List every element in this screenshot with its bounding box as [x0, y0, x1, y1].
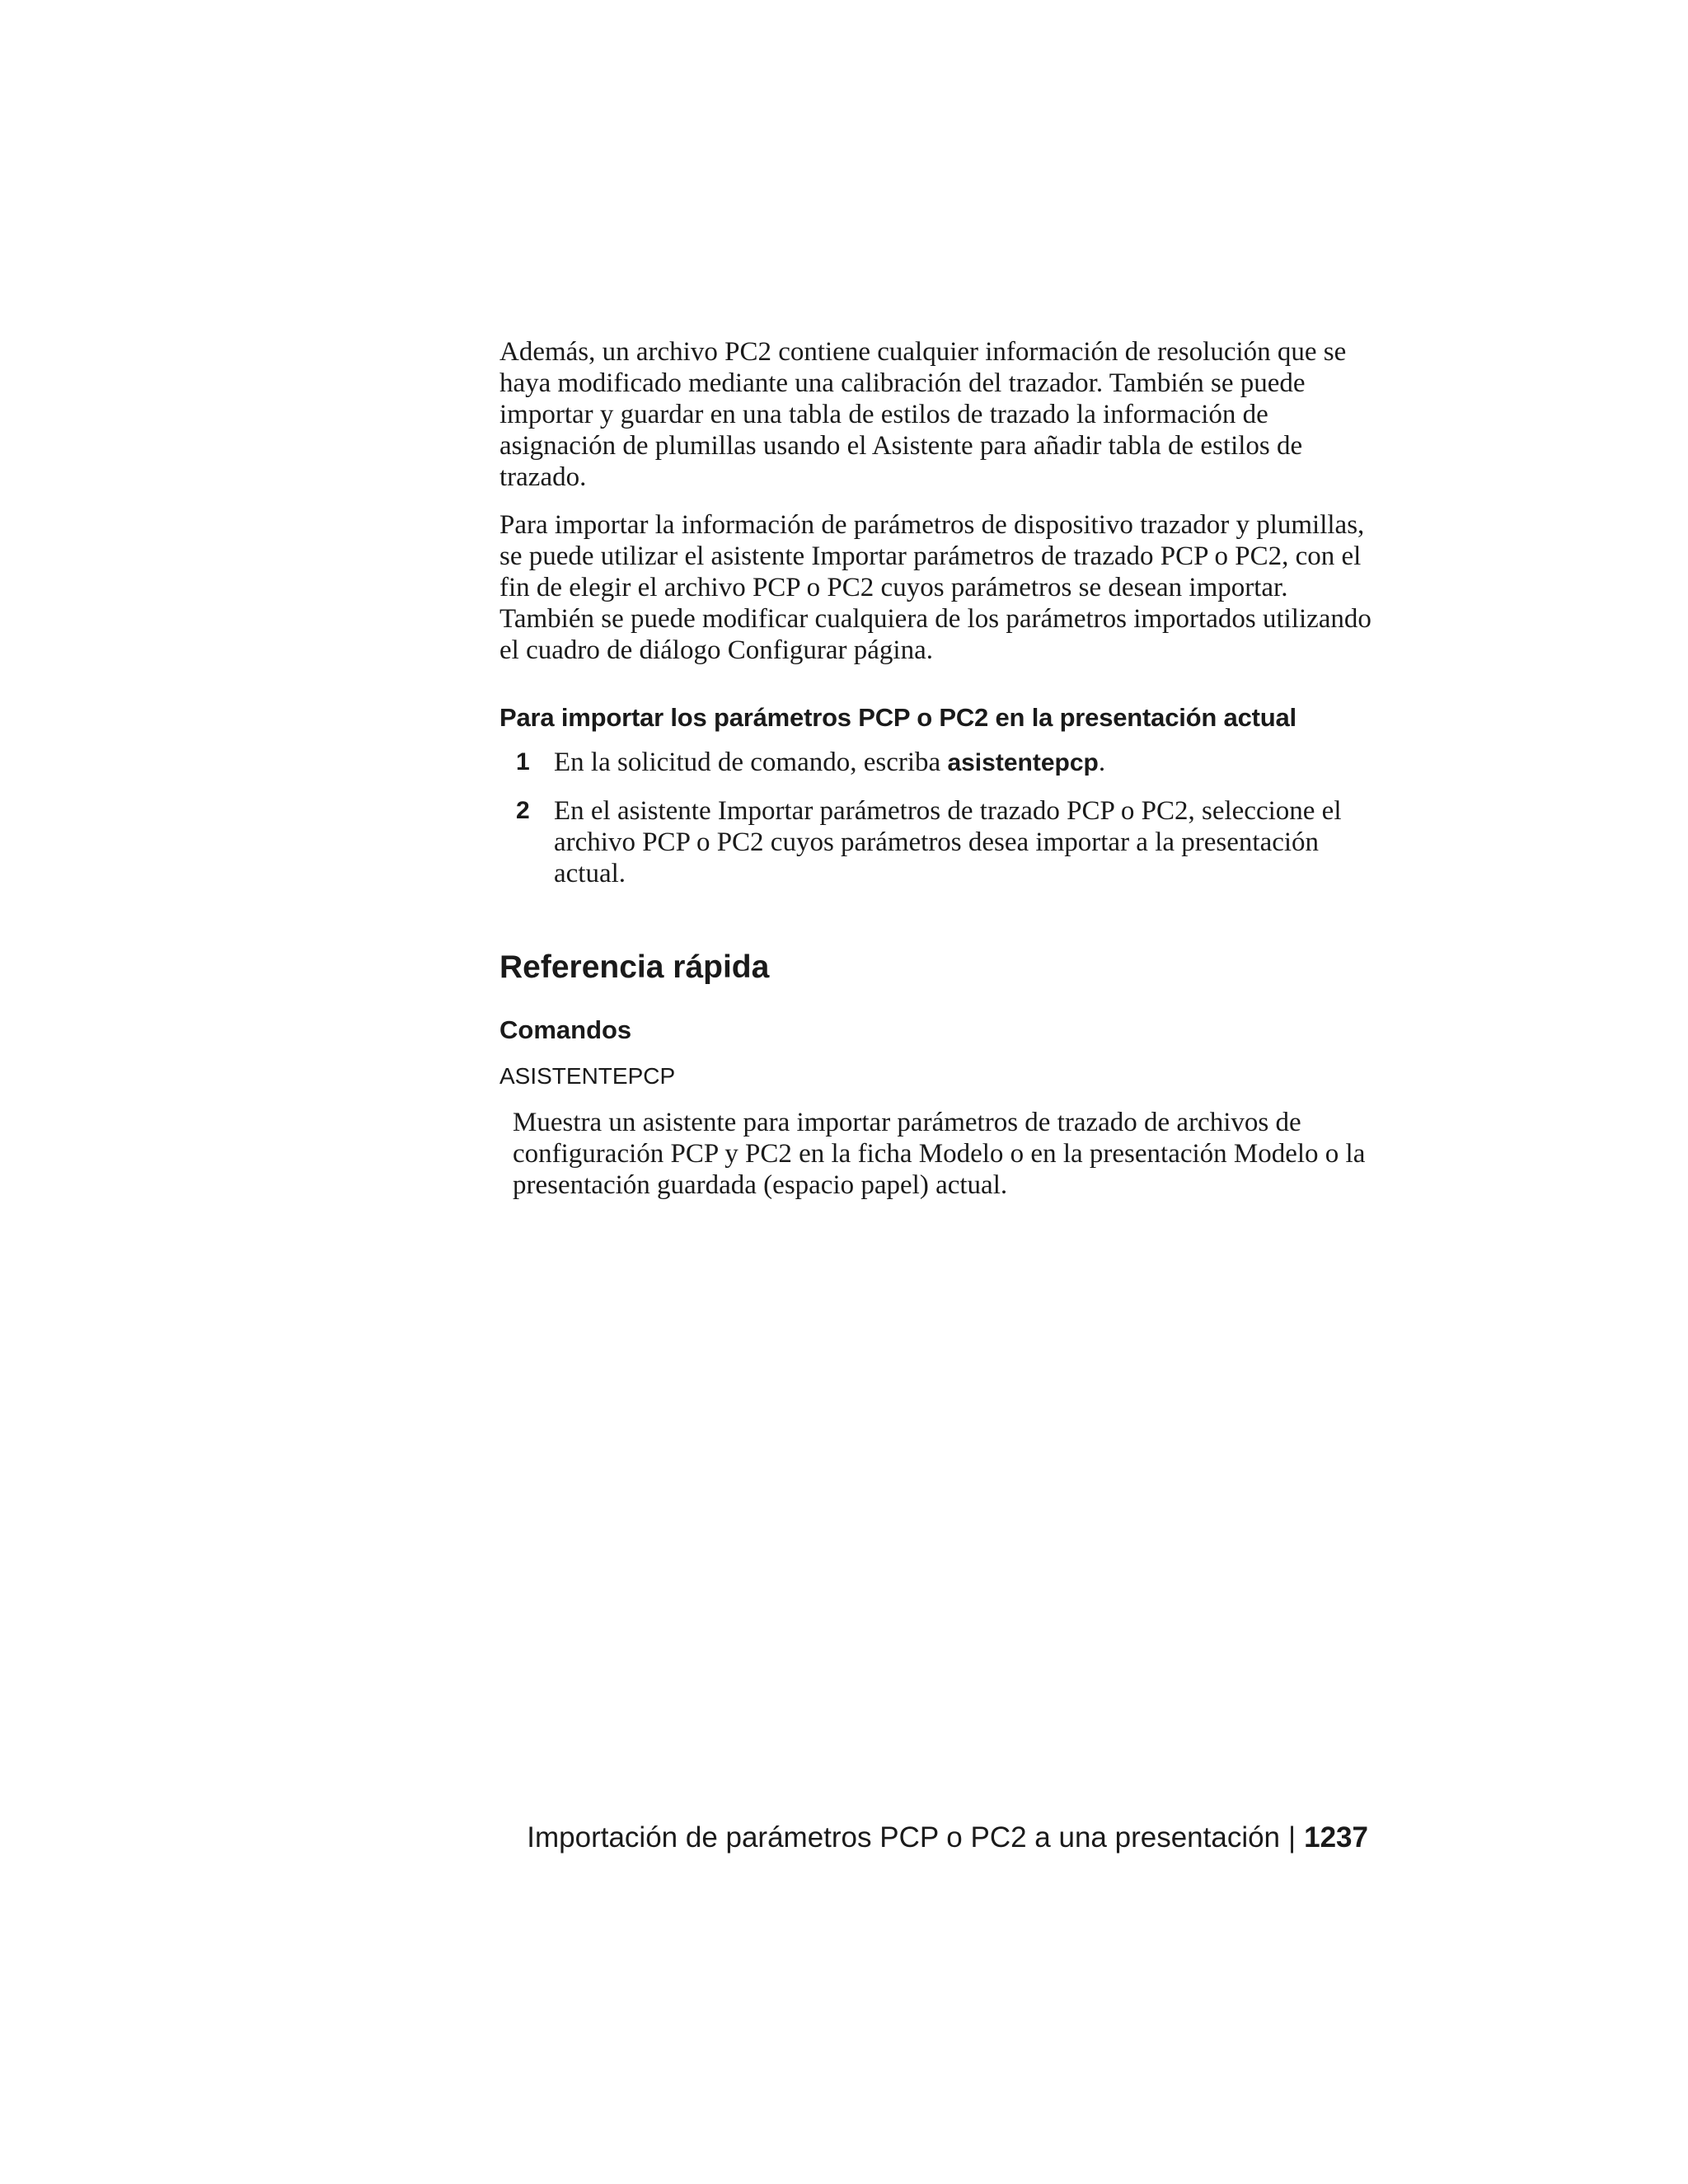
- procedure-step: [499, 747, 1381, 779]
- paragraph-import-wizard: Para importar la información de parámetros de dispositivo trazador y plumillas, se puede utilizar el asistente Importar parámetros de trazado PCP o PC2, con el fin de elegir el archivo PCP o PC2 cuyos parámetros se desean importar. También se puede modificar cualquiera de los parámetros importados utilizando el cuadro de diálogo Configurar página.: [499, 510, 1372, 665]
- procedure-heading: Para importar los parámetros PCP o PC2 en la presentación actual: [499, 703, 1296, 732]
- subheading-commands: Comandos: [499, 1015, 632, 1044]
- step-text: [554, 747, 1381, 779]
- section-heading-quick-reference: Referencia rápida: [499, 949, 770, 985]
- procedure-steps: [499, 747, 1381, 889]
- page-number: 1237: [1304, 1821, 1368, 1854]
- step-text-before: En la solicitud de comando, escriba: [554, 748, 948, 777]
- footer-title: Importación de parámetros PCP o PC2 a una presentación: [527, 1821, 1281, 1854]
- procedure-step: [499, 795, 1381, 889]
- page-content: [499, 336, 1381, 1201]
- page-footer: [527, 1821, 1368, 1854]
- command-description: Muestra un asistente para importar parámetros de trazado de archivos de configuración PCP y PC2 en la ficha Modelo o en la presentación Modelo o la presentación guardada (espacio papel) actual.: [513, 1108, 1366, 1200]
- step-text: En el asistente Importar parámetros de trazado PCP o PC2, seleccione el archivo PCP o PC2 cuyos parámetros desea importar a la presentación actual.: [554, 796, 1342, 888]
- step-number: 2: [516, 797, 530, 824]
- step-text-after: .: [1098, 748, 1106, 777]
- step-number: 1: [516, 748, 530, 776]
- command-name: ASISTENTEPCP: [499, 1063, 676, 1089]
- footer-separator: |: [1288, 1821, 1296, 1854]
- command-keyword: asistentepcp: [947, 749, 1099, 776]
- paragraph-pc2-resolution: Además, un archivo PC2 contiene cualquier información de resolución que se haya modificado mediante una calibración del trazador. También se puede importar y guardar en una tabla de estilos de trazado la información de asignación de plumillas usando el Asistente para añadir tabla de estilos de trazado.: [499, 337, 1347, 492]
